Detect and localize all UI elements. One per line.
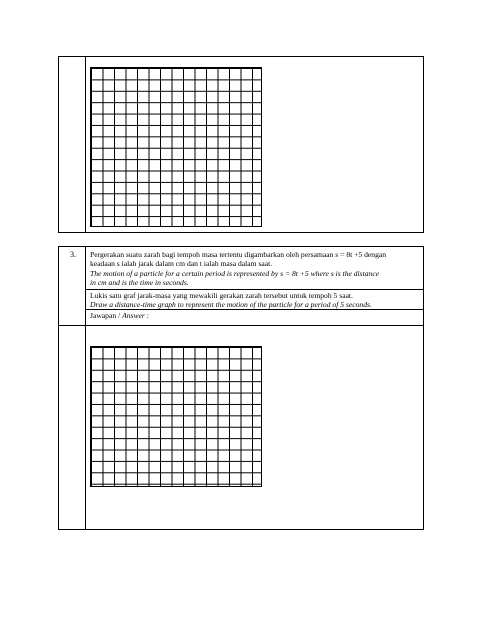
graph-grid-answer	[90, 346, 262, 487]
question-text-en-1: The motion of a particle for a certain period is represented by s = 8t +5 where s is the distance	[90, 269, 380, 278]
question-text-en-2: in cm and is the time in seconds.	[90, 278, 189, 287]
answer-label	[90, 311, 149, 320]
row-divider-3	[59, 325, 423, 326]
question-number: 3.	[70, 250, 76, 259]
question-text-ms-1: Pergerakan suatu zarah bagi tempoh masa tertentu digambarkan oleh persamaan s = 8t +5 dengan	[90, 250, 387, 259]
question-3-box	[58, 246, 424, 530]
previous-answer-box	[58, 56, 424, 233]
graph-grid-top	[90, 67, 262, 227]
answer-label-ms: Jawapan /	[90, 311, 123, 320]
task-text-ms: Lukis satu graf jarak-masa yang mewakili gerakan zarah tersebut untuk tempoh 5 saat.	[90, 291, 353, 300]
task-text-en: Draw a distance-time graph to represent the motion of the particle for a period of 5 seconds.	[90, 300, 372, 309]
answer-label-colon: :	[144, 311, 149, 320]
answer-label-en: Answer	[122, 311, 145, 320]
question-text-ms-2: keadaan s ialah jarak dalam cm dan t ialah masa dalam saat.	[90, 259, 273, 268]
number-column-divider	[85, 57, 86, 232]
row-divider-1	[85, 289, 423, 290]
